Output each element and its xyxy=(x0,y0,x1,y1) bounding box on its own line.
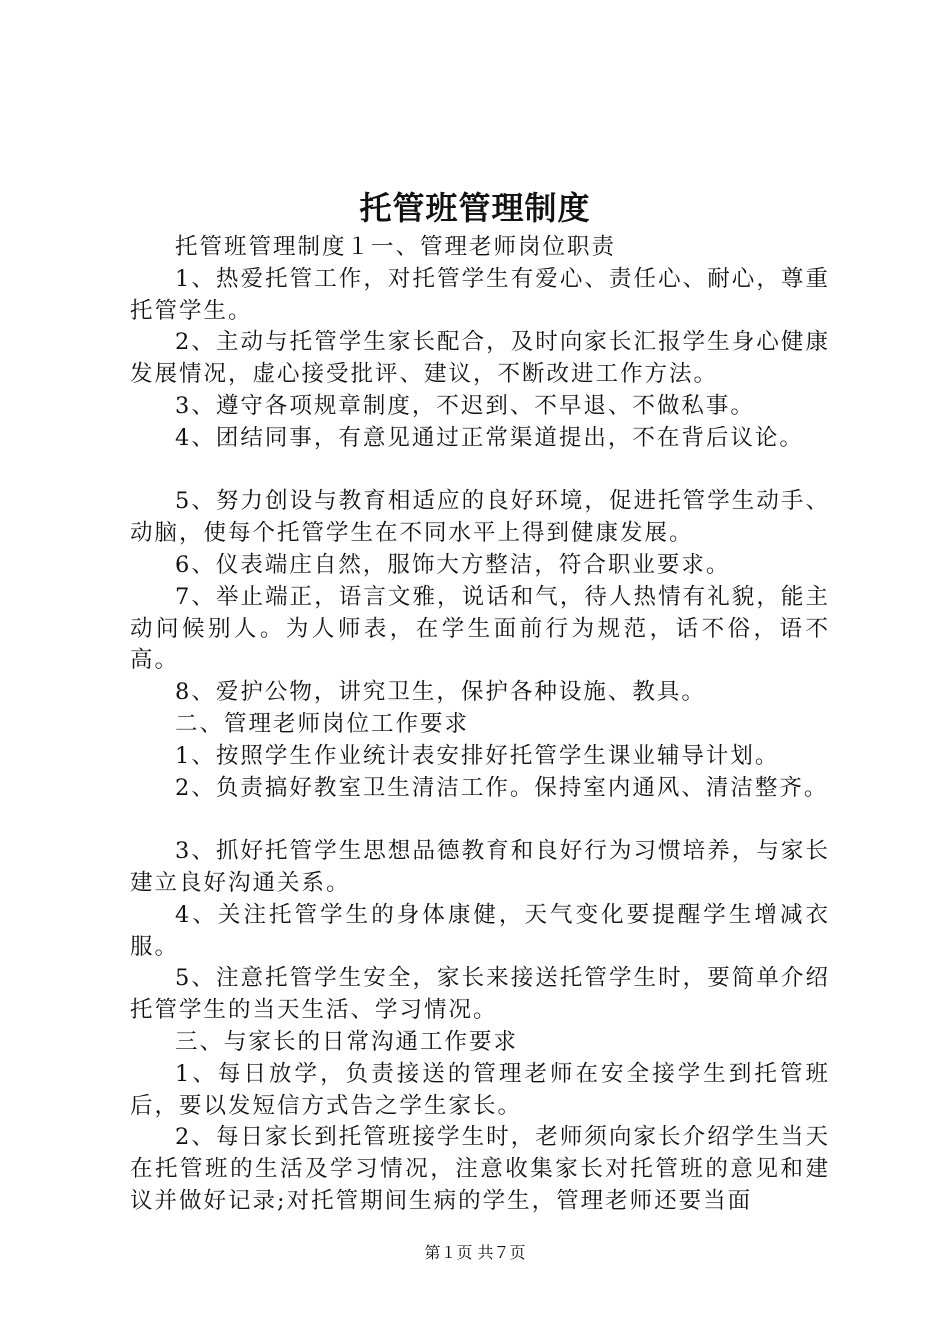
paragraph: 3、遵守各项规章制度，不迟到、不早退、不做私事。 xyxy=(175,392,755,419)
paragraph: 3、抓好托管学生思想品德教育和良好行为习惯培养，与家长建立良好沟通关系。 xyxy=(130,838,830,896)
page-footer: 第１页 共７页 xyxy=(424,1243,526,1262)
paragraph: 1、热爱托管工作，对托管学生有爱心、责任心、耐心，尊重托管学生。 xyxy=(130,265,830,324)
paragraph: 4、团结同事，有意见通过正常渠道提出，不在背后议论。 xyxy=(175,424,804,451)
paragraph: 2、每日家长到托管班接学生时，老师须向家长介绍学生当天在托管班的生活及学习情况，注意收集家长对托管班的意见和建议并做好记录;对托管期间生病的学生，管理老师还要当面 xyxy=(130,1124,830,1214)
paragraph: 5、努力创设与教育相适应的良好环境，促进托管学生动手、动脑，使每个托管学生在不同水平上得到健康发展。 xyxy=(130,488,830,547)
document-title: 托管班管理制度 xyxy=(359,189,591,227)
paragraph: 7、举止端正，语言文雅，说话和气，待人热情有礼貌，能主动问候别人。为人师表，在学生面前行为规范，话不俗，语不高。 xyxy=(130,583,830,674)
paragraph: 托管班管理制度１一、管理老师岗位职责 xyxy=(175,234,617,260)
paragraph-gap xyxy=(130,804,830,836)
section-heading: 三、与家长的日常沟通工作要求 xyxy=(175,1028,519,1055)
paragraph: 6、仪表端庄自然，服饰大方整洁，符合职业要求。 xyxy=(175,551,731,578)
paragraph-gap xyxy=(130,455,830,487)
document-body xyxy=(130,232,830,1218)
paragraph: 2、主动与托管学生家长配合，及时向家长汇报学生身心健康发展情况，虚心接受批评、建议，不断改进工作方法。 xyxy=(130,329,830,388)
paragraph: 4、关注托管学生的身体康健，天气变化要提醒学生增减衣服。 xyxy=(130,901,830,960)
paragraph: 1、每日放学，负责接送的管理老师在安全接学生到托管班后，要以发短信方式告之学生家长。 xyxy=(130,1060,830,1119)
paragraph: 1、按照学生作业统计表安排好托管学生课业辅导计划。 xyxy=(175,742,780,769)
paragraph: 5、注意托管学生安全，家长来接送托管学生时，要简单介绍托管学生的当天生活、学习情况。 xyxy=(130,965,830,1024)
paragraph: 2、负责搞好教室卫生清洁工作。保持室内通风、清洁整齐。 xyxy=(175,774,829,801)
section-heading: 二、管理老师岗位工作要求 xyxy=(175,710,470,737)
paragraph: 8、爱护公物，讲究卫生，保护各种设施、教具。 xyxy=(175,679,706,706)
